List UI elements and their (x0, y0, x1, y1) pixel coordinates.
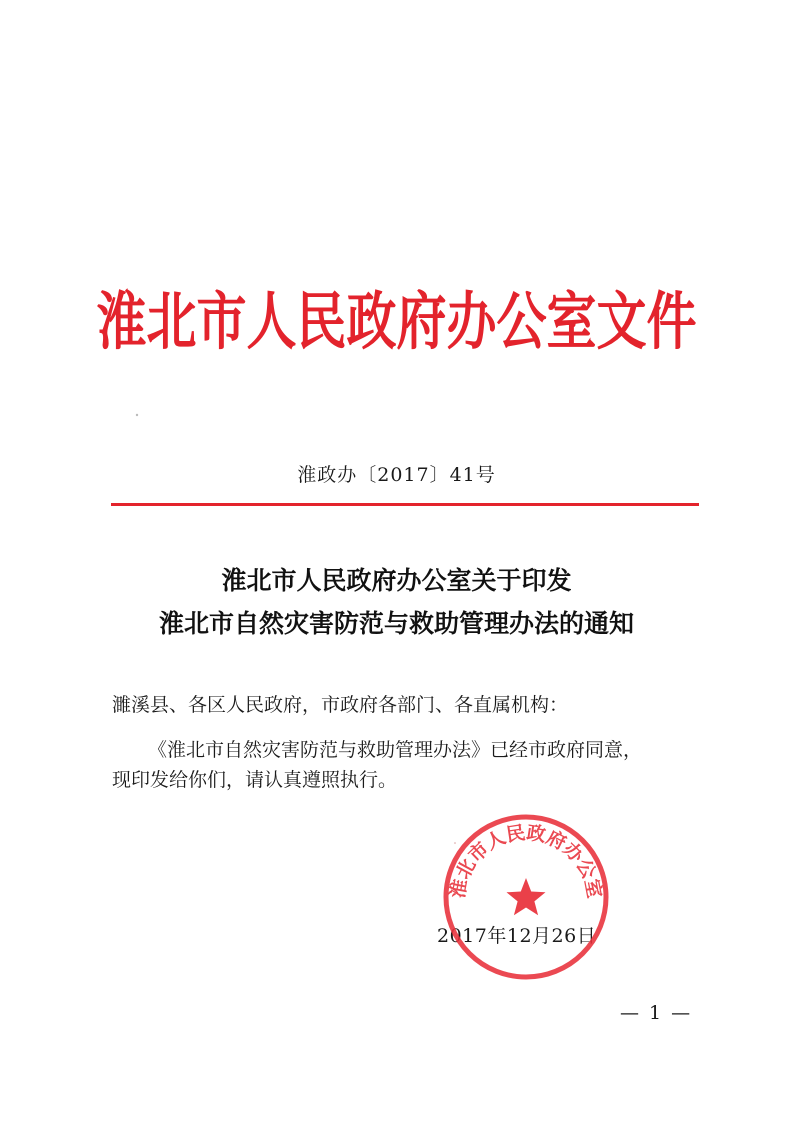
seal-text: 淮北市人民政府办公室 (446, 821, 606, 901)
notice-title-line-1: 淮北市人民政府办公室关于印发 (221, 566, 572, 595)
body-paragraph-line-1: 《淮北市自然灾害防范与救助管理办法》已经市政府同意， (148, 739, 643, 761)
masthead-title: 淮北市人民政府办公室文件 (96, 284, 697, 358)
document-number: 淮政办〔2017〕41号 (297, 464, 496, 486)
star-icon (507, 878, 546, 915)
body-paragraph-line-2: 现印发给你们，请认真遵照执行。 (112, 769, 398, 791)
red-divider-line (111, 503, 699, 506)
salutation: 濉溪县、各区人民政府，市政府各部门、各直属机构： (112, 694, 569, 716)
issue-date: 2017年12月26日 (437, 925, 597, 947)
notice-title-line-2: 淮北市自然灾害防范与救助管理办法的通知 (158, 609, 634, 638)
page-number: — 1 — (620, 1002, 693, 1024)
official-seal (441, 812, 611, 982)
